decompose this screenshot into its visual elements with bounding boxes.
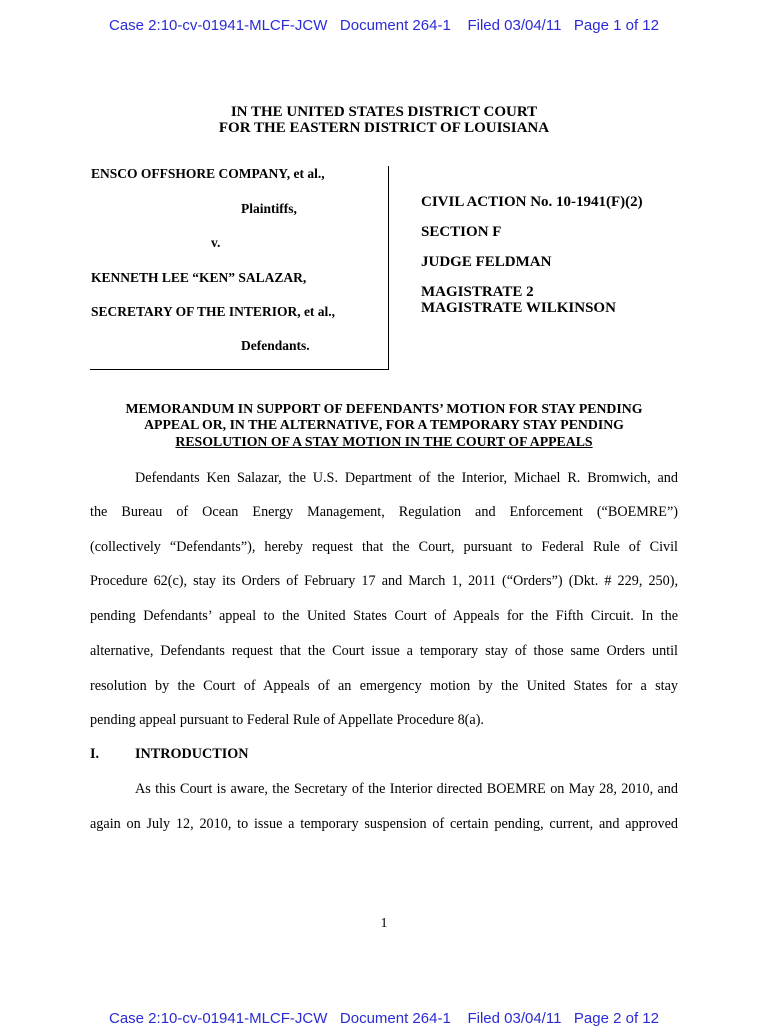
- paragraph-line: pending Defendants’ appeal to the United States Court of Appeals for the Fifth Circuit. In the: [90, 608, 678, 624]
- magistrate-label: MAGISTRATE 2: [421, 284, 534, 300]
- paragraph-line: As this Court is aware, the Secretary of the Interior directed BOEMRE on May 28, 2010, and: [135, 781, 678, 797]
- section-label: SECTION F: [421, 224, 502, 240]
- paragraph-line: pending appeal pursuant to Federal Rule of Appellate Procedure 8(a).: [90, 712, 484, 728]
- paragraph-line: alternative, Defendants request that the Court issue a temporary stay of those same Orders until: [90, 643, 678, 659]
- section-title: INTRODUCTION: [135, 746, 249, 762]
- paragraph-line: (collectively “Defendants”), hereby request that the Court, pursuant to Federal Rule of Civil: [90, 539, 678, 555]
- case-header-next-page: Case 2:10-cv-01941-MLCF-JCW Document 264-1 Filed 03/04/11 Page 2 of 12: [109, 1010, 659, 1027]
- defendant-title: SECRETARY OF THE INTERIOR, et al.,: [91, 304, 336, 319]
- defendant-name: KENNETH LEE “KEN” SALAZAR,: [91, 270, 307, 285]
- caption-vertical-rule: [388, 166, 389, 370]
- civil-action-number: CIVIL ACTION No. 10-1941(F)(2): [421, 194, 643, 210]
- paragraph-line: Defendants Ken Salazar, the U.S. Department of the Interior, Michael R. Bromwich, and: [135, 470, 678, 486]
- versus-label: v.: [211, 235, 221, 250]
- plaintiff-name: ENSCO OFFSHORE COMPANY, et al.,: [91, 166, 325, 181]
- judge-label: JUDGE FELDMAN: [421, 254, 552, 270]
- page-number: 1: [380, 916, 388, 931]
- memo-title-line3: [0, 434, 768, 450]
- memo-title-line2: APPEAL OR, IN THE ALTERNATIVE, FOR A TEMPORARY STAY PENDING: [144, 417, 624, 432]
- caption-horizontal-rule: [90, 369, 389, 370]
- memo-title-line1: MEMORANDUM IN SUPPORT OF DEFENDANTS’ MOTION FOR STAY PENDING: [125, 401, 643, 416]
- magistrate-name: MAGISTRATE WILKINSON: [421, 300, 616, 316]
- plaintiffs-label: Plaintiffs,: [241, 201, 297, 216]
- court-name-line1: IN THE UNITED STATES DISTRICT COURT: [230, 104, 538, 120]
- memo-title-line3-text: RESOLUTION OF A STAY MOTION IN THE COURT OF APPEALS: [175, 434, 593, 449]
- defendants-label: Defendants.: [241, 338, 310, 353]
- paragraph-line: the Bureau of Ocean Energy Management, Regulation and Enforcement (“BOEMRE”): [90, 504, 678, 520]
- section-number: I.: [90, 746, 100, 762]
- paragraph-line: again on July 12, 2010, to issue a temporary suspension of certain pending, current, and approved: [90, 816, 678, 832]
- paragraph-line: Procedure 62(c), stay its Orders of February 17 and March 1, 2011 (“Orders”) (Dkt. # 229, 250),: [90, 573, 678, 589]
- case-header-top: Case 2:10-cv-01941-MLCF-JCW Document 264-1 Filed 03/04/11 Page 1 of 12: [109, 17, 659, 34]
- court-name-line2: FOR THE EASTERN DISTRICT OF LOUISIANA: [218, 120, 550, 136]
- paragraph-line: resolution by the Court of Appeals of an emergency motion by the United States for a stay: [90, 678, 678, 694]
